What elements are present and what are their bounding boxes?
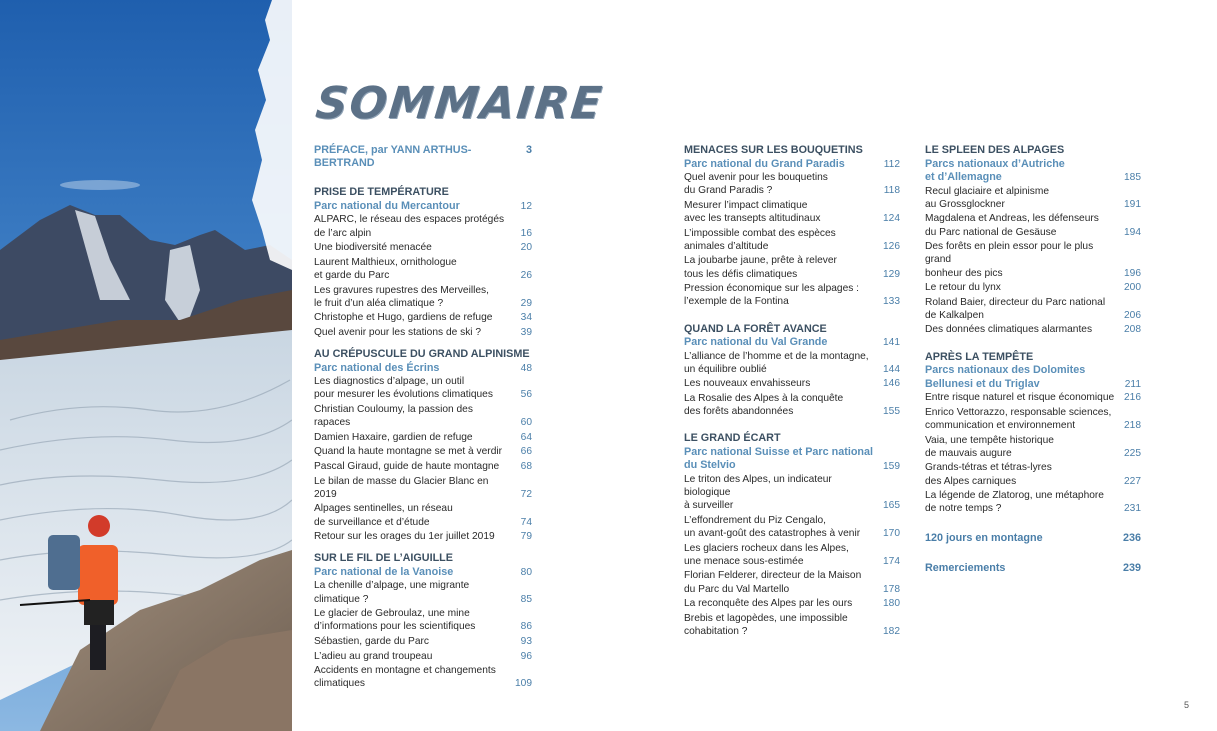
toc-entry[interactable] [925, 296, 1141, 322]
section-park: Parc national Suisse et Parc national du Stelvio [684, 445, 874, 472]
section-title: SUR LE FIL DE L’AIGUILLE [314, 552, 453, 565]
entry-page: 231 [1124, 503, 1141, 515]
entry-title: Des forêts en plein essor pour le plus grand bonheur des pics [925, 241, 1094, 279]
entry-page: 79 [520, 531, 532, 543]
toc-entry[interactable] [684, 282, 900, 308]
entry-title: Pression économique sur les alpages : l’exemple de la Fontina [684, 283, 859, 308]
toc-entry[interactable] [684, 392, 900, 418]
entry-page: 174 [883, 555, 900, 567]
section-title: LE SPLEEN DES ALPAGES [925, 144, 1065, 156]
toc-entry[interactable] [684, 377, 900, 390]
entry-title: Entre risque naturel et risque économique [925, 392, 1115, 404]
entry-page: 124 [883, 213, 900, 224]
section-page: 185 [1124, 172, 1141, 184]
extra-page: 236 [1122, 531, 1141, 544]
entry-title: La joubarbe jaune, prête à relever tous les défis climatiques [684, 255, 837, 280]
entry-title: Les diagnostics d’alpage, un outil pour mesurer les évolutions climatiques [314, 376, 493, 401]
section-title: LE GRAND ÉCART [684, 432, 781, 445]
entry-title: Les nouveaux envahisseurs [684, 378, 811, 390]
entry-page: 216 [1124, 392, 1141, 404]
entry-title: Retour sur les orages du 1er juillet 2019 [314, 531, 495, 543]
entry-title: Accidents en montagne et changements climatiques [314, 665, 496, 690]
toc-section [684, 432, 900, 638]
section-park: Parcs nationaux des Dolomites Bellunesi et du Triglav [925, 364, 1086, 390]
entry-page: 126 [883, 240, 900, 252]
entry-title: Quel avenir pour les stations de ski ? [314, 326, 482, 338]
preface-page: 3 [525, 144, 532, 156]
entry-title: Christophe et Hugo, gardiens de refuge [314, 312, 493, 324]
entry-page: 133 [883, 296, 900, 308]
preface-label: PRÉFACE, par YANN ARTHUS-BERTRAND [314, 144, 472, 170]
entry-page: 200 [1124, 282, 1141, 294]
entry-title: Quel avenir pour les bouquetins du Grand Paradis ? [684, 172, 828, 197]
toc-column-3 [925, 144, 1141, 592]
toc-entry[interactable] [314, 635, 532, 648]
entry-title: L’effondrement du Piz Cengalo, un avant-goût des catastrophes à venir [684, 514, 861, 540]
entry-title: Sébastien, garde du Parc [314, 635, 429, 647]
entry-title: La reconquête des Alpes par les ours [684, 598, 853, 610]
entry-title: Roland Baier, directeur du Parc national de Kalkalpen [925, 296, 1106, 321]
section-park-row[interactable] [684, 446, 900, 473]
toc-section [684, 323, 900, 419]
section-title: PRISE DE TEMPÉRATURE [314, 186, 449, 199]
toc-entry[interactable] [314, 326, 532, 339]
section-page: 80 [520, 567, 532, 579]
section-park: Parc national du Val Grande [684, 336, 828, 349]
toc-entry[interactable] [684, 171, 900, 197]
entry-title: Le bilan de masse du Glacier Blanc en 2019 [314, 475, 489, 500]
toc-section [314, 552, 532, 690]
entry-title: Les gravures rupestres des Merveilles, le fruit d’un aléa climatique ? [314, 284, 489, 309]
toc-entry[interactable] [314, 375, 532, 401]
entry-page: 60 [520, 417, 532, 429]
entry-title: Le glacier de Gebroulaz, une mine d’informations pour les scientifiques [314, 608, 476, 633]
section-park: Parc national de la Vanoise [314, 565, 454, 578]
entry-title: La légende de Zlatorog, une métaphore de notre temps ? [925, 490, 1104, 515]
entry-page: 225 [1124, 447, 1141, 459]
toc-entry[interactable] [314, 256, 532, 282]
entry-title: Laurent Malthieux, ornithologue et garde du Parc [314, 256, 457, 281]
extra-page: 239 [1122, 561, 1141, 574]
toc-entry[interactable] [925, 489, 1141, 515]
toc-column-1 [314, 144, 532, 700]
section-park-row[interactable] [925, 158, 1141, 185]
section-park-row[interactable] [314, 362, 532, 376]
entry-page: 39 [520, 326, 532, 338]
entry-page: 20 [520, 242, 532, 254]
toc-entry[interactable] [314, 664, 532, 690]
section-page: 211 [1124, 378, 1141, 390]
section-park: Parc national du Mercantour [314, 199, 460, 212]
entry-title: ALPARC, le réseau des espaces protégés de l’arc alpin [314, 214, 505, 239]
toc-entry[interactable] [684, 254, 900, 280]
entry-title: Magdalena et Andreas, les défenseurs du Parc national de Gesäuse [925, 213, 1099, 238]
toc-entry[interactable] [925, 434, 1141, 460]
entry-title: Recul glaciaire et alpinisme au Grossglockner [925, 185, 1050, 210]
entry-page: 86 [520, 621, 532, 633]
section-page: 159 [883, 460, 900, 472]
toc-entry[interactable] [314, 607, 532, 633]
entry-title: Enrico Vettorazzo, responsable sciences, communication et environnement [925, 406, 1112, 431]
entry-page: 26 [520, 270, 532, 281]
toc-section [314, 186, 532, 339]
entry-page: 118 [883, 185, 900, 197]
entry-page: 180 [883, 598, 900, 610]
toc-entry[interactable] [684, 597, 900, 610]
toc-entry[interactable] [314, 579, 532, 605]
toc-entry[interactable] [314, 284, 532, 310]
entry-title: La Rosalie des Alpes à la conquête des forêts abandonnées [684, 392, 844, 418]
entry-title: Florian Felderer, directeur de la Maison du Parc du Val Martello [684, 570, 862, 595]
entry-title: L’alliance de l’homme et de la montagne, un équilibre oublié [684, 350, 869, 375]
section-title: MENACES SUR LES BOUQUETINS [684, 144, 863, 156]
toc-remerciements[interactable] [925, 562, 1141, 575]
entry-title: Une biodiversité menacée [314, 242, 432, 254]
toc-entry[interactable] [314, 403, 532, 429]
toc-120-jours[interactable] [925, 532, 1141, 545]
section-park: Parc national du Grand Paradis [684, 157, 845, 170]
section-page: 48 [520, 362, 532, 374]
entry-page: 66 [520, 446, 532, 458]
entry-page: 56 [520, 389, 532, 401]
entry-page: 170 [883, 528, 900, 540]
entry-page: 144 [883, 363, 900, 375]
entry-title: Damien Haxaire, gardien de refuge [314, 431, 473, 443]
entry-page: 64 [520, 431, 532, 443]
section-park: Parcs nationaux d’Autriche et d’Allemagne [925, 157, 1065, 183]
toc-entry[interactable] [314, 460, 532, 473]
entry-page: 194 [1124, 226, 1141, 238]
toc-entry[interactable] [684, 350, 900, 376]
entry-title: La chenille d’alpage, une migrante climatique ? [314, 580, 470, 605]
toc-section [684, 144, 900, 309]
toc-entry[interactable] [684, 199, 900, 225]
entry-title: Mesurer l’impact climatique avec les transepts altitudinaux [684, 199, 821, 224]
section-page: 141 [883, 337, 900, 349]
extra-label: Remerciements [925, 561, 1006, 574]
entry-page: 34 [520, 312, 532, 324]
entry-page: 93 [520, 635, 532, 647]
entry-page: 29 [520, 297, 532, 309]
section-park-row[interactable] [925, 364, 1141, 391]
entry-title: Christian Couloumy, la passion des rapaces [314, 403, 473, 429]
entry-page: 196 [1124, 267, 1141, 279]
toc-entry[interactable] [925, 323, 1141, 336]
section-park-row[interactable] [314, 200, 532, 214]
toc-column-2 [684, 144, 900, 647]
toc-section [314, 348, 532, 543]
toc-entry[interactable] [684, 227, 900, 253]
entry-page: 16 [520, 227, 532, 239]
entry-title: L’impossible combat des espèces animales d’altitude [684, 227, 836, 252]
section-title: QUAND LA FORÊT AVANCE [684, 322, 827, 335]
toc-entry[interactable] [925, 281, 1141, 294]
toc-entry[interactable] [925, 461, 1141, 487]
entry-title: Brebis et lagopèdes, une impossible cohabitation ? [684, 612, 848, 638]
toc-entry[interactable] [925, 391, 1141, 404]
entry-page: 72 [520, 488, 532, 500]
toc-entry[interactable] [925, 185, 1141, 211]
entry-page: 218 [1124, 419, 1141, 431]
entry-page: 191 [1124, 198, 1141, 210]
entry-page: 155 [883, 406, 900, 418]
entry-title: L’adieu au grand troupeau [314, 650, 433, 662]
toc-entry[interactable] [925, 240, 1141, 280]
toc-entry[interactable] [314, 213, 532, 239]
entry-page: 206 [1124, 309, 1141, 321]
extra-label: 120 jours en montagne [925, 531, 1043, 544]
entry-page: 165 [883, 500, 900, 512]
entry-title: Alpages sentinelles, un réseau de surveillance et d’étude [314, 503, 453, 528]
toc-entry[interactable] [684, 473, 900, 513]
toc-entry[interactable] [314, 475, 532, 501]
entry-page: 85 [520, 593, 532, 605]
entry-page: 74 [520, 516, 532, 528]
entry-page: 68 [520, 460, 532, 472]
toc-entry[interactable] [684, 569, 900, 595]
entry-title: Le triton des Alpes, un indicateur biologique à surveiller [684, 473, 832, 512]
toc-entry[interactable] [314, 445, 532, 458]
entry-title: Vaia, une tempête historique de mauvais augure [925, 434, 1054, 459]
toc-entry[interactable] [314, 650, 532, 663]
entry-title: Les glaciers rocheux dans les Alpes, une menace sous-estimée [684, 542, 849, 567]
toc-entry[interactable] [684, 612, 900, 638]
toc-section [925, 144, 1141, 337]
entry-title: Le retour du lynx [925, 282, 1001, 294]
entry-page: 96 [520, 650, 532, 662]
section-park-row[interactable] [314, 566, 532, 580]
entry-page: 109 [515, 678, 532, 690]
section-park-row[interactable] [684, 336, 900, 350]
toc-entry[interactable] [314, 431, 532, 444]
toc-entry[interactable] [684, 542, 900, 568]
entry-page: 208 [1124, 324, 1141, 336]
toc-entry[interactable] [925, 212, 1141, 238]
entry-page: 146 [883, 378, 900, 390]
section-park-row[interactable] [684, 158, 900, 172]
entry-page: 182 [883, 626, 900, 638]
toc-entry[interactable] [684, 514, 900, 540]
cover-photo-mountaineer [0, 0, 292, 731]
toc-entry[interactable] [925, 406, 1141, 432]
toc-entry[interactable] [314, 311, 532, 324]
entry-title: Des données climatiques alarmantes [925, 324, 1093, 336]
page-title: SOMMAIRE [313, 78, 606, 129]
section-title: APRÈS LA TEMPÊTE [925, 350, 1034, 363]
entry-page: 227 [1124, 475, 1141, 487]
toc-entry[interactable] [314, 241, 532, 254]
entry-page: 178 [883, 583, 900, 595]
entry-page: 129 [883, 268, 900, 280]
entry-title: Pascal Giraud, guide de haute montagne [314, 460, 500, 472]
section-page: 112 [883, 158, 900, 170]
section-page: 12 [520, 201, 532, 213]
section-park: Parc national des Écrins [314, 361, 440, 374]
page-number: 5 [1184, 700, 1190, 710]
toc-preface[interactable] [314, 144, 532, 170]
toc-entry[interactable] [314, 502, 532, 528]
section-title: AU CRÉPUSCULE DU GRAND ALPINISME [314, 348, 530, 361]
entry-title: Grands-tétras et tétras-lyres des Alpes carniques [925, 462, 1052, 487]
entry-title: Quand la haute montagne se met à verdir [314, 446, 503, 458]
toc-section [925, 351, 1141, 516]
toc-entry[interactable] [314, 530, 532, 543]
